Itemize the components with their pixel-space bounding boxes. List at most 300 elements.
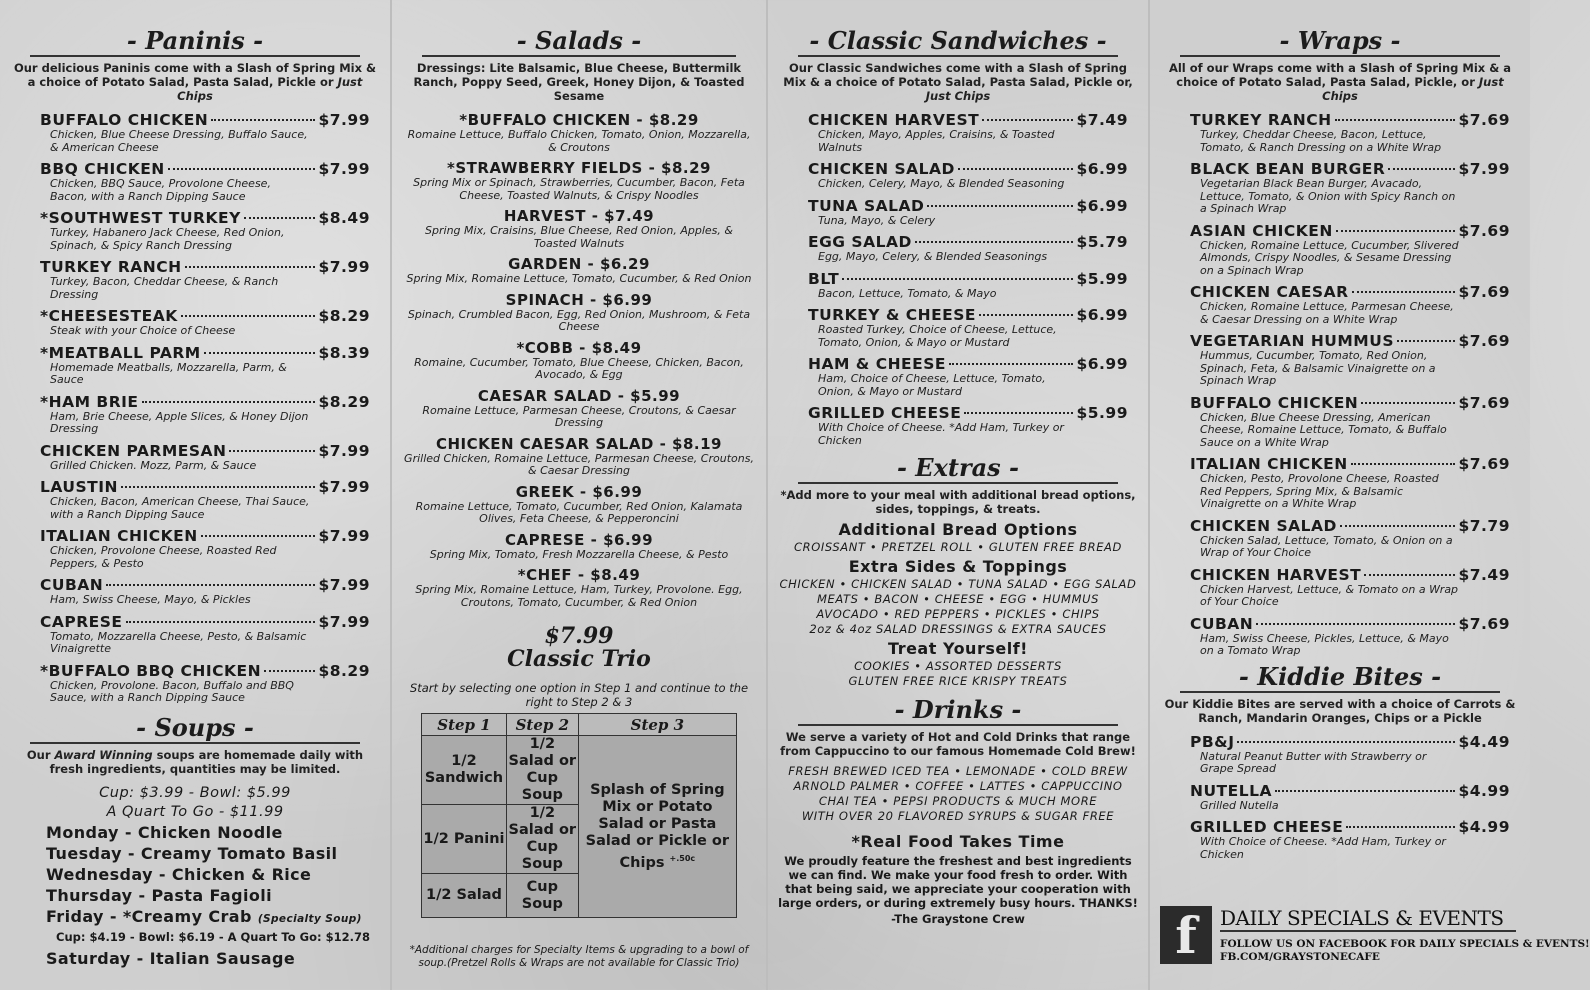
menu-item-price: $7.99 xyxy=(318,576,370,594)
menu-item xyxy=(1190,332,1510,388)
leader-dots xyxy=(1336,230,1456,232)
salad-item-description: Spring Mix or Spinach, Strawberries, Cucumber, Bacon, Feta Cheese, Toasted Walnuts, & Crispy Noodles xyxy=(413,176,745,202)
paninis-intro: Our delicious Paninis come with a Slash of Spring Mix & a choice of Potato Salad, Pasta Salad, Pickle or Just Chips xyxy=(13,61,377,103)
real-food-text: We proudly feature the freshest and best ingredients we can find. We make your food fresh to order. With that being said, we appreciate your cooperation with large orders, or during extremely busy hours. THANKS! xyxy=(778,854,1138,910)
menu-item-description: Chicken Salad, Lettuce, Tomato, & Onion on a Wrap of Your Choice xyxy=(1200,533,1453,559)
menu-item xyxy=(1190,782,1510,813)
salad-item-name: CAPRESE - $6.99 xyxy=(504,530,654,549)
menu-item-price: $5.99 xyxy=(1076,269,1128,288)
classic-title: - Classic Sandwiches - xyxy=(798,28,1118,57)
menu-item xyxy=(808,270,1128,301)
sides-line: CHICKEN • CHICKEN SALAD • TUNA SALAD • EGG SALAD xyxy=(779,577,1137,591)
leader-dots xyxy=(1340,525,1456,527)
salad-item xyxy=(402,111,756,154)
extras-intro: *Add more to your meal with additional bread options, sides, toppings, & treats. xyxy=(780,488,1136,516)
menu-item-row xyxy=(808,111,1128,129)
menu-item-row xyxy=(40,307,370,325)
menu-item-description: Chicken, BBQ Sauce, Provolone Cheese, Bacon, with a Ranch Dipping Sauce xyxy=(50,177,271,203)
salad-item-description: Spring Mix, Romaine Lettuce, Ham, Turkey, Provolone. Egg, Croutons, Tomato, Cucumber, & Red Onion xyxy=(415,583,743,609)
menu-item-description: Chicken, Provolone Cheese, Roasted Red Peppers, & Pesto xyxy=(50,544,277,570)
menu-item-row xyxy=(808,306,1128,324)
leader-dots xyxy=(229,450,315,452)
trio-price: $7.99 xyxy=(544,623,614,649)
leader-dots xyxy=(1361,402,1455,404)
menu-item-name: TUNA SALAD xyxy=(808,196,925,215)
menu-item-name: CAPRESE xyxy=(40,612,123,631)
menu-item xyxy=(40,393,370,436)
treat-list xyxy=(778,659,1138,689)
menu-item-name: GRILLED CHEESE xyxy=(808,404,962,422)
menu-item-row xyxy=(40,160,370,178)
leader-dots xyxy=(1351,463,1456,465)
menu-item-row xyxy=(1190,394,1510,412)
menu-item-row xyxy=(808,197,1128,215)
trio-intro: Start by selecting one option in Step 1 and continue to the right to Step 2 & 3 xyxy=(409,681,749,709)
menu-item-row xyxy=(1190,111,1510,129)
leader-dots xyxy=(168,168,316,170)
menu-item xyxy=(1190,733,1510,776)
menu-item-price: $7.69 xyxy=(1458,111,1510,129)
trio-table xyxy=(421,713,737,918)
menu-item-row xyxy=(1190,332,1510,350)
menu-item xyxy=(808,111,1128,154)
drinks-line: CHAI TEA • PEPSI PRODUCTS & MUCH MORE xyxy=(818,794,1098,808)
sides-heading: Extra Sides & Toppings xyxy=(848,557,1068,576)
menu-item-description: Turkey, Bacon, Cheddar Cheese, & Ranch Dressing xyxy=(50,275,279,301)
wraps-title: - Wraps - xyxy=(1180,28,1500,57)
menu-item-price: $7.99 xyxy=(318,258,370,276)
facebook-url[interactable]: FB.COM/GRAYSTONECAFE xyxy=(1220,951,1380,963)
salad-item xyxy=(402,207,756,250)
menu-item-price: $7.99 xyxy=(318,441,370,460)
menu-item-price: $7.99 xyxy=(318,612,370,631)
menu-item-row xyxy=(40,442,370,460)
salad-item xyxy=(402,291,756,334)
treat-line: GLUTEN FREE RICE KRISPY TREATS xyxy=(848,674,1068,688)
trio-step-2-header: Step 2 xyxy=(506,714,578,736)
menu-item-price: $4.99 xyxy=(1458,818,1510,836)
facebook-title: DAILY SPECIALS & EVENTS xyxy=(1220,906,1516,932)
menu-item-description: Tomato, Mozzarella Cheese, Pesto, & Balsamic Vinaigrette xyxy=(50,629,307,655)
menu-item xyxy=(808,306,1128,349)
menu-item-row xyxy=(40,393,370,411)
menu-item-name: BUFFALO CHICKEN xyxy=(1190,393,1359,412)
soup-day-monday: Monday - Chicken Noodle xyxy=(46,822,283,842)
menu-item xyxy=(808,355,1128,398)
salad-item-name: SPINACH - $6.99 xyxy=(505,290,653,309)
drinks-line: WITH OVER 20 FLAVORED SYRUPS & SUGAR FREE xyxy=(801,809,1115,823)
menu-item-name: NUTELLA xyxy=(1190,781,1272,800)
menu-item-name: TURKEY RANCH xyxy=(40,258,182,276)
menu-item-description: Ham, Brie Cheese, Apple Slices, & Honey Dijon Dressing xyxy=(50,409,309,435)
menu-item-name: EGG SALAD xyxy=(808,233,912,251)
menu-item-description: Ham, Swiss Cheese, Mayo, & Pickles xyxy=(50,593,251,606)
menu-item-price: $7.69 xyxy=(1458,393,1510,412)
salad-list xyxy=(402,111,756,609)
trio-step1-sandwich: 1/2 Sandwich xyxy=(422,736,507,805)
menu-item-description: Roasted Turkey, Choice of Cheese, Lettuce, Tomato, Onion, & Mayo or Mustard xyxy=(818,323,1057,349)
soup-day-thursday: Thursday - Pasta Fagioli xyxy=(46,885,272,905)
soup-prices xyxy=(10,784,380,822)
facebook-icon: f xyxy=(1160,906,1212,964)
menu-item-price: $8.29 xyxy=(318,392,370,411)
leader-dots xyxy=(915,241,1074,243)
menu-item-row xyxy=(1190,818,1510,836)
menu-item-row xyxy=(1190,782,1510,800)
menu-item-description: Turkey, Cheddar Cheese, Bacon, Lettuce, Tomato, & Ranch Dressing on a White Wrap xyxy=(1200,128,1442,154)
salad-item xyxy=(402,159,756,202)
leader-dots xyxy=(1397,340,1455,342)
menu-item-name: CUBAN xyxy=(40,576,104,594)
trio-step2-row3: Cup Soup xyxy=(506,874,578,918)
menu-item-name: HAM & CHEESE xyxy=(808,355,946,373)
menu-item-price: $8.39 xyxy=(318,343,370,362)
menu-item-row xyxy=(40,576,370,594)
menu-item-price: $7.99 xyxy=(1458,160,1510,178)
menu-item xyxy=(808,233,1128,264)
panini-list xyxy=(10,111,380,705)
menu-item-name: *HAM BRIE xyxy=(40,392,139,411)
salad-item-name: *CHEF - $8.49 xyxy=(517,566,641,584)
menu-item-price: $7.79 xyxy=(1458,516,1510,535)
menu-item-price: $8.29 xyxy=(318,307,370,325)
menu-item-row xyxy=(1190,283,1510,301)
menu-item-description: Tuna, Mayo, & Celery xyxy=(818,213,936,227)
menu-item-name: CHICKEN HARVEST xyxy=(1190,565,1362,584)
leader-dots xyxy=(201,535,316,537)
menu-item-price: $7.99 xyxy=(318,160,370,178)
menu-item-row xyxy=(1190,733,1510,751)
menu-item-price: $4.49 xyxy=(1458,732,1510,751)
menu-item xyxy=(1190,566,1510,609)
menu-item-price: $7.69 xyxy=(1458,283,1510,301)
menu-item-description: Turkey, Habanero Jack Cheese, Red Onion, Spinach, & Spicy Ranch Dressing xyxy=(50,226,285,252)
menu-item-price: $8.29 xyxy=(318,661,370,680)
menu-item-name: ITALIAN CHICKEN xyxy=(1190,455,1348,473)
menu-item-name: CHICKEN CAESAR xyxy=(1190,283,1349,301)
leader-dots xyxy=(181,315,316,317)
soups-title: - Soups - xyxy=(30,715,360,744)
drinks-intro: We serve a variety of Hot and Cold Drinks that range from Cappuccino to our famous Homemade Cold Brew! xyxy=(780,730,1136,758)
menu-item-price: $7.69 xyxy=(1458,614,1510,633)
leader-dots xyxy=(1275,790,1456,792)
menu-item-price: $7.49 xyxy=(1076,111,1128,129)
salad-item xyxy=(402,566,756,609)
salad-item-description: Romaine Lettuce, Buffalo Chicken, Tomato, Onion, Mozzarella, & Croutons xyxy=(407,128,751,154)
leader-dots xyxy=(204,352,316,354)
menu-item-row xyxy=(808,270,1128,288)
salad-item xyxy=(402,483,756,526)
menu-item-name: CHICKEN PARMESAN xyxy=(40,441,227,460)
menu-item-name: *BUFFALO BBQ CHICKEN xyxy=(40,661,262,680)
leader-dots xyxy=(958,168,1074,170)
salad-item-name: GARDEN - $6.29 xyxy=(508,255,650,273)
trio-step1-salad: 1/2 Salad xyxy=(422,874,507,918)
facebook-box xyxy=(1160,904,1590,966)
soup-day-saturday: Saturday - Italian Sausage xyxy=(46,948,296,968)
menu-item-name: VEGETARIAN HUMMUS xyxy=(1190,332,1394,350)
menu-item xyxy=(40,209,370,252)
menu-item xyxy=(808,197,1128,228)
real-food-heading: *Real Food Takes Time xyxy=(851,832,1065,851)
drinks-line: FRESH BREWED ICED TEA • LEMONADE • COLD BREW xyxy=(788,764,1128,778)
menu-item-description: Chicken, Provolone. Bacon, Buffalo and BBQ Sauce, with a Ranch Dipping Sauce xyxy=(50,678,294,704)
menu-item-description: Chicken, Romaine Lettuce, Cucumber, Slivered Almonds, Crispy Noodles, & Sesame Dressing on a Spinach Wrap xyxy=(1200,238,1459,277)
wrap-list xyxy=(1160,111,1520,658)
menu-item-row xyxy=(808,160,1128,178)
menu-item-description: Egg, Mayo, Celery, & Blended Seasonings xyxy=(818,250,1048,263)
salad-item xyxy=(402,387,756,430)
menu-item xyxy=(1190,517,1510,560)
facebook-subtext xyxy=(1220,938,1590,964)
drinks-title: - Drinks - xyxy=(798,697,1118,726)
treat-line: COOKIES • ASSORTED DESSERTS xyxy=(854,659,1062,673)
menu-item xyxy=(1190,222,1510,278)
menu-item-description: Chicken, Mayo, Apples, Craisins, & Toasted Walnuts xyxy=(818,128,1055,154)
leader-dots xyxy=(927,205,1073,207)
salad-item xyxy=(402,435,756,478)
leader-dots xyxy=(982,119,1073,121)
kiddie-title: - Kiddie Bites - xyxy=(1180,664,1500,693)
menu-item-row xyxy=(40,111,370,129)
menu-item-description: Ham, Swiss Cheese, Pickles, Lettuce, & Mayo on a Tomato Wrap xyxy=(1200,631,1449,657)
trio-step2-row2: 1/2 Salad or Cup Soup xyxy=(506,805,578,874)
leader-dots xyxy=(1346,826,1455,828)
trio-step3: Splash of Spring Mix or Potato Salad or Pasta Salad or Pickle or Chips $^{+.50c}$ xyxy=(578,736,736,918)
menu-item-price: $7.99 xyxy=(318,527,370,545)
menu-item-price: $8.49 xyxy=(318,209,370,227)
menu-item-name: *CHEESESTEAK xyxy=(40,307,178,325)
menu-item xyxy=(40,613,370,656)
extras-title: - Extras - xyxy=(798,455,1118,484)
salad-item-name: CHICKEN CAESAR SALAD - $8.19 xyxy=(436,434,722,453)
salad-item-name: GREEK - $6.99 xyxy=(515,482,643,501)
menu-item-row xyxy=(40,478,370,496)
salads-intro: Dressings: Lite Balsamic, Blue Cheese, Buttermilk Ranch, Poppy Seed, Greek, Honey Dijon, & Toasted Sesame xyxy=(413,61,745,103)
kiddie-intro: Our Kiddie Bites are served with a choice of Carrots & Ranch, Mandarin Oranges, Chips or a Pickle xyxy=(1164,696,1516,725)
bread-list: CROISSANT • PRETZEL ROLL • GLUTEN FREE BREAD xyxy=(794,540,1122,554)
menu-item xyxy=(40,662,370,705)
menu-item-name: CHICKEN SALAD xyxy=(808,160,955,178)
leader-dots xyxy=(842,278,1073,280)
menu-item-name: CHICKEN SALAD xyxy=(1190,516,1337,535)
menu-item-row xyxy=(1190,615,1510,633)
soup-day-tuesday: Tuesday - Creamy Tomato Basil xyxy=(46,843,338,863)
menu-item-row xyxy=(40,527,370,545)
menu-item xyxy=(40,344,370,387)
menu-item-name: GRILLED CHEESE xyxy=(1190,818,1344,836)
trio-note: *Additional charges for Specialty Items & upgrading to a bowl of soup.(Pretzel Rolls & Wraps are not available for Classic Trio) xyxy=(409,944,749,969)
menu-item-name: BUFFALO CHICKEN xyxy=(40,111,209,129)
soup-day-wednesday: Wednesday - Chicken & Rice xyxy=(46,864,312,884)
menu-item-price: $7.69 xyxy=(1458,332,1510,350)
salad-item-description: Grilled Chicken, Romaine Lettuce, Parmesan Cheese, Croutons, & Caesar Dressing xyxy=(404,451,754,477)
menu-item-price: $6.99 xyxy=(1076,355,1128,373)
salad-item xyxy=(402,531,756,562)
menu-item xyxy=(1190,615,1510,658)
menu-item-name: *MEATBALL PARM xyxy=(40,343,201,362)
leader-dots xyxy=(121,486,316,488)
menu-item-row xyxy=(40,662,370,680)
sides-list xyxy=(778,577,1138,637)
trio-step-3-header: Step 3 xyxy=(578,714,736,736)
menu-item xyxy=(40,442,370,473)
soups-intro: Our Award Winning soups are homemade daily with fresh ingredients, quantities may be limited. xyxy=(26,747,364,776)
menu-item-description: Chicken, Pesto, Provolone Cheese, Roasted Red Peppers, Spring Mix, & Balsamic Vinaigrette on a White Wrap xyxy=(1200,472,1439,510)
menu-item-description: Ham, Choice of Cheese, Lettuce, Tomato, Onion, & Mayo or Mustard xyxy=(818,372,1046,398)
menu-item-row xyxy=(1190,455,1510,473)
menu-item-price: $6.99 xyxy=(1076,306,1128,324)
leader-dots xyxy=(1256,623,1455,625)
menu-item-row xyxy=(808,404,1128,422)
menu-item-name: BLT xyxy=(808,269,840,288)
sides-line: 2oz & 4oz SALAD DRESSINGS & EXTRA SAUCES xyxy=(809,622,1107,636)
menu-item-description: Steak with your Choice of Cheese xyxy=(50,324,236,337)
leader-dots xyxy=(1335,119,1456,121)
leader-dots xyxy=(106,584,315,586)
leader-dots xyxy=(1237,741,1455,743)
menu-item-description: Bacon, Lettuce, Tomato, & Mayo xyxy=(818,286,997,300)
salad-item-name: HARVEST - $7.49 xyxy=(503,207,655,225)
salad-item-name: *BUFFALO CHICKEN - $8.29 xyxy=(459,111,699,129)
drinks-list xyxy=(778,764,1138,824)
menu-item-row xyxy=(1190,517,1510,535)
menu-item-row xyxy=(1190,160,1510,178)
menu-item-row xyxy=(40,344,370,362)
menu-item xyxy=(1190,283,1510,326)
menu-item-description: Chicken, Blue Cheese Dressing, Buffalo Sauce, & American Cheese xyxy=(50,128,308,154)
menu-item-name: ITALIAN CHICKEN xyxy=(40,527,198,545)
menu-item-description: Chicken, Bacon, American Cheese, Thai Sauce, with a Ranch Dipping Sauce xyxy=(50,495,310,521)
menu-item xyxy=(1190,818,1510,861)
paninis-title: - Paninis - xyxy=(30,28,360,57)
salad-item-name: *COBB - $8.49 xyxy=(516,338,642,357)
trio-step1-panini: 1/2 Panini xyxy=(422,805,507,874)
menu-item-name: CHICKEN HARVEST xyxy=(808,111,980,129)
menu-item-price: $7.99 xyxy=(318,111,370,129)
menu-item-price: $5.99 xyxy=(1076,404,1128,422)
salad-item-description: Spring Mix, Tomato, Fresh Mozzarella Cheese, & Pesto xyxy=(429,547,729,561)
menu-item xyxy=(40,258,370,301)
soup-price-quart: A Quart To Go - $11.99 xyxy=(106,803,284,820)
menu-item-description: Grilled Nutella xyxy=(1200,798,1279,812)
trio-title: Classic Trio xyxy=(507,646,651,672)
soup-day-friday: Friday - *Creamy Crab (Specialty Soup) xyxy=(46,906,362,926)
menu-item-row xyxy=(1190,566,1510,584)
classic-panel xyxy=(766,0,1148,990)
leader-dots xyxy=(142,401,316,403)
trio-step2-row1: 1/2 Salad or Cup Soup xyxy=(506,736,578,805)
menu-item-row xyxy=(40,613,370,631)
menu-item xyxy=(40,111,370,154)
menu-item xyxy=(1190,160,1510,216)
salad-item-description: Romaine Lettuce, Tomato, Cucumber, Red Onion, Kalamata Olives, Feta Cheese, & Pepperoncini xyxy=(415,499,743,525)
leader-dots xyxy=(1388,168,1455,170)
bread-heading: Additional Bread Options xyxy=(838,520,1078,539)
leader-dots xyxy=(949,363,1073,365)
salad-item-description: Romaine, Cucumber, Tomato, Blue Cheese, Chicken, Bacon, Avocado, & Egg xyxy=(414,355,744,381)
paninis-panel xyxy=(0,0,390,990)
leader-dots xyxy=(964,412,1073,414)
menu-item-name: CUBAN xyxy=(1190,614,1254,633)
menu-item xyxy=(808,404,1128,447)
menu-item-name: BLACK BEAN BURGER xyxy=(1190,160,1386,178)
menu-item xyxy=(1190,455,1510,511)
menu-item-description: Chicken, Romaine Lettuce, Parmesan Cheese, & Caesar Dressing on a White Wrap xyxy=(1200,300,1454,326)
classic-intro: Our Classic Sandwiches come with a Slash of Spring Mix & a choice of Potato Salad, Pasta Salad, Pickle or, Just Chips xyxy=(783,61,1133,103)
menu-item-price: $6.99 xyxy=(1076,196,1128,215)
sides-line: MEATS • BACON • CHEESE • EGG • HUMMUS xyxy=(816,592,1100,606)
menu-item-price: $4.99 xyxy=(1458,781,1510,800)
salad-item-description: Spinach, Crumbled Bacon, Egg, Red Onion, Mushroom, & Feta Cheese xyxy=(407,307,751,333)
facebook-follow-text: FOLLOW US ON FACEBOOK FOR DAILY SPECIALS & EVENTS! xyxy=(1220,938,1590,950)
trio-heading xyxy=(402,625,756,671)
wraps-intro: All of our Wraps come with a Slash of Spring Mix & a choice of Potato Salad, Pasta Salad, Pickle, or Just Chips xyxy=(1168,61,1512,103)
salads-panel xyxy=(390,0,766,990)
leader-dots xyxy=(1352,291,1456,293)
trio-step-1-header: Step 1 xyxy=(422,714,507,736)
menu-item-name: BBQ CHICKEN xyxy=(40,160,165,178)
menu-item-price: $7.69 xyxy=(1458,455,1510,473)
leader-dots xyxy=(979,314,1073,316)
menu-item xyxy=(40,307,370,338)
soup-price-cup-bowl: Cup: $3.99 - Bowl: $5.99 xyxy=(99,784,291,801)
menu-item-description: Natural Peanut Butter with Strawberry or Grape Spread xyxy=(1200,749,1427,775)
menu-item xyxy=(808,160,1128,191)
menu-item-price: $7.69 xyxy=(1458,221,1510,240)
leader-dots xyxy=(211,119,315,121)
classic-list xyxy=(778,111,1138,447)
menu-item-description: Hummus, Cucumber, Tomato, Red Onion, Spinach, Feta, & Balsamic Vinaigrette on a Spinach Wrap xyxy=(1200,349,1436,387)
salad-item-description: Spring Mix, Craisins, Blue Cheese, Red Onion, Apples, & Toasted Walnuts xyxy=(425,224,733,250)
signoff: -The Graystone Crew xyxy=(891,912,1025,926)
menu-item-row xyxy=(40,209,370,227)
menu-item-description: With Choice of Cheese. *Add Ham, Turkey or Chicken xyxy=(1200,835,1446,861)
menu-item-price: $5.79 xyxy=(1076,233,1128,251)
menu-item-description: With Choice of Cheese. *Add Ham, Turkey or Chicken xyxy=(818,421,1064,447)
menu-item-name: TURKEY RANCH xyxy=(1190,111,1332,129)
menu-item-price: $7.99 xyxy=(318,478,370,496)
menu-item-description: Homemade Meatballs, Mozzarella, Parm, & Sauce xyxy=(50,360,287,386)
leader-dots xyxy=(244,217,316,219)
soup-friday-prices: Cup: $4.19 - Bowl: $6.19 - A Quart To Go: $12.78 xyxy=(56,929,370,944)
menu-item xyxy=(40,160,370,203)
menu-item-description: Chicken Harvest, Lettuce, & Tomato on a Wrap of Your Choice xyxy=(1200,582,1459,608)
menu-item-name: PB&J xyxy=(1190,732,1235,751)
treat-heading: Treat Yourself! xyxy=(888,639,1028,658)
menu-item-price: $6.99 xyxy=(1076,160,1128,178)
salad-item-description: Romaine Lettuce, Parmesan Cheese, Croutons, & Caesar Dressing xyxy=(422,403,736,429)
menu-item xyxy=(1190,111,1510,154)
salad-item-name: CAESAR SALAD - $5.99 xyxy=(477,386,681,405)
menu-item xyxy=(40,527,370,570)
menu-item-price: $7.49 xyxy=(1458,565,1510,584)
kiddie-list xyxy=(1160,733,1520,862)
sides-line: AVOCADO • RED PEPPERS • PICKLES • CHIPS xyxy=(816,607,1100,621)
wraps-panel xyxy=(1148,0,1530,990)
menu-item xyxy=(1190,394,1510,450)
leader-dots xyxy=(1364,574,1455,576)
menu-item-name: LAUSTIN xyxy=(40,478,118,496)
menu-item-row xyxy=(808,233,1128,251)
menu-item-description: Chicken, Blue Cheese Dressing, American Cheese, Romaine Lettuce, Tomato, & Buffalo Sauce on a White Wrap xyxy=(1200,410,1447,449)
salad-item-description: Spring Mix, Romaine Lettuce, Tomato, Cucumber, & Red Onion xyxy=(406,272,752,285)
salads-title: - Salads - xyxy=(422,28,736,57)
menu-item xyxy=(40,576,370,607)
drinks-line: ARNOLD PALMER • COFFEE • LATTES • CAPPUCCINO xyxy=(793,779,1123,793)
menu-item-description: Chicken, Celery, Mayo, & Blended Seasoning xyxy=(818,177,1065,190)
menu-item-row xyxy=(808,355,1128,373)
